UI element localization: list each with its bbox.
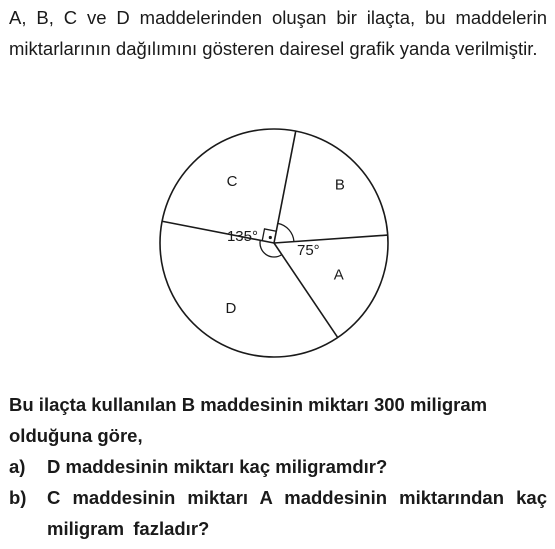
right-angle-dot [269,236,272,239]
slice-label-a: A [333,266,344,284]
question-block [9,389,547,544]
item-text-a: D maddesinin miktarı kaç miligramdır? [47,456,388,477]
item-marker-a: a) [9,456,26,477]
pie-chart [0,100,555,380]
question-item-a [9,451,547,482]
slice-label-c: C [226,172,238,190]
question-item-b [9,482,547,544]
problem-intro-text: A, B, C ve D maddelerinden oluşan bir ilaçta, bu maddelerin miktarlarının dağılımını gösteren dairesel grafik yanda verilmiştir. [9,7,547,59]
item-marker-b: b) [9,487,27,508]
angle-label-d: 135° [226,228,258,245]
angle-arc-b [278,223,294,241]
item-text-b: C maddesinin miktarı A maddesinin miktarından kaç miligram fazladır? [47,487,547,539]
slice-label-b: B [334,176,345,194]
angle-label-b: 75° [297,242,320,259]
pie-radius-line [274,235,388,243]
slice-label-d: D [225,300,237,318]
pie-chart-figure [0,100,555,380]
question-lead: Bu ilaçta kullanılan B maddesinin miktarı 300 miligram olduğuna göre, [9,394,488,446]
